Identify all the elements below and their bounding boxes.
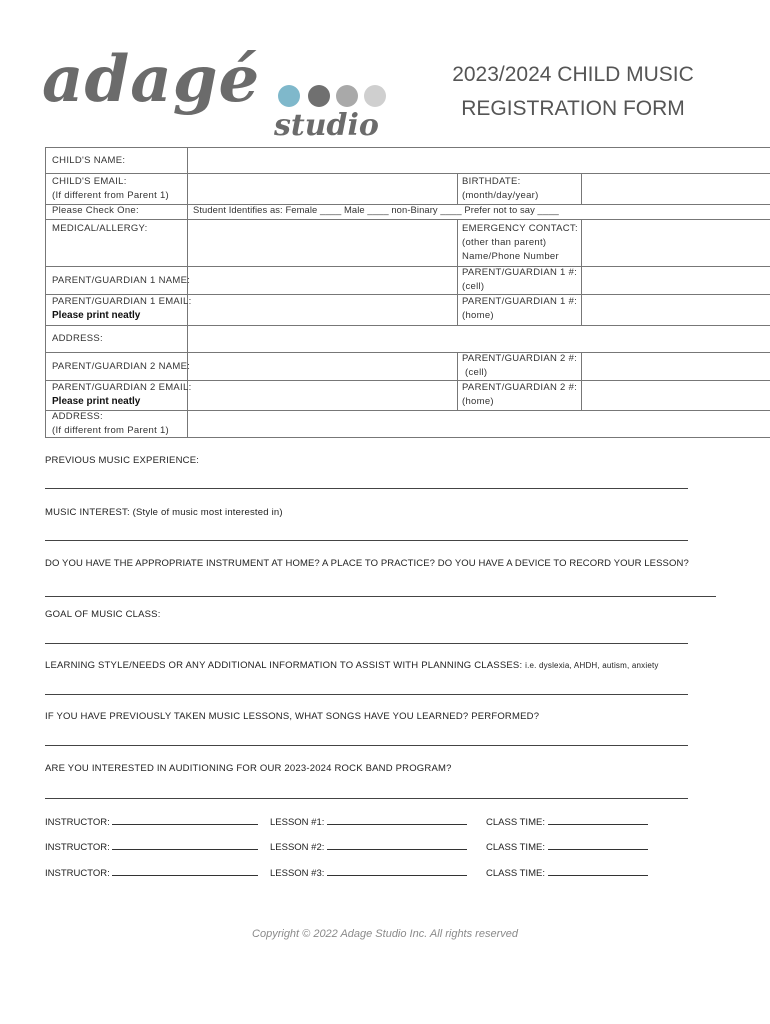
- class-time-field-3[interactable]: [548, 865, 648, 876]
- question-learning-style: [45, 660, 659, 671]
- answer-line-learning-style[interactable]: [45, 694, 688, 695]
- instructor-label: INSTRUCTOR:: [45, 817, 110, 828]
- pg1-cell-label: [462, 266, 577, 294]
- instructor-field-1[interactable]: [112, 814, 258, 825]
- form-title-line-2: REGISTRATION FORM: [461, 97, 685, 120]
- lesson-2-row: [270, 839, 467, 853]
- pg2-cell-label-line: PARENT/GUARDIAN 2 #:: [462, 353, 578, 364]
- emergency-contact-label: [462, 222, 578, 264]
- lesson-1-row: [270, 814, 467, 828]
- pg2-email-label-line: PARENT/GUARDIAN 2 EMAIL:: [52, 382, 192, 393]
- question-goal: GOAL OF MUSIC CLASS:: [45, 609, 161, 620]
- address2-label: [52, 410, 169, 438]
- answer-line-instrument[interactable]: [45, 596, 716, 597]
- birthdate-label-line: BIRTHDATE:: [462, 176, 521, 187]
- logo-wordmark: adagé: [42, 42, 261, 117]
- class-time-field-2[interactable]: [548, 839, 648, 850]
- question-previous-experience: PREVIOUS MUSIC EXPERIENCE:: [45, 455, 200, 466]
- address-label: ADDRESS:: [52, 333, 103, 344]
- pg2-home-note: (home): [462, 396, 494, 407]
- adage-studio-logo: [42, 40, 379, 150]
- emergency-contact-field[interactable]: [582, 220, 770, 264]
- answer-line-goal[interactable]: [45, 643, 688, 644]
- pg1-email-label-line: PARENT/GUARDIAN 1 EMAIL:: [52, 296, 192, 307]
- logo-studio-text: studio: [274, 108, 379, 143]
- row-divider: [46, 352, 770, 353]
- form-title: [420, 58, 726, 126]
- pg2-name-label: PARENT/GUARDIAN 2 NAME:: [52, 361, 191, 372]
- pg2-home-field[interactable]: [582, 381, 770, 407]
- class-time-label: CLASS TIME:: [486, 868, 545, 879]
- question-rock-band: ARE YOU INTERESTED IN AUDITIONING FOR OUR 2023-2024 ROCK BAND PROGRAM?: [45, 763, 452, 774]
- pg2-email-field[interactable]: [233, 381, 453, 407]
- instructor-field-2[interactable]: [112, 839, 258, 850]
- answer-line-music-interest[interactable]: [45, 540, 688, 541]
- child-email-field[interactable]: [233, 174, 453, 200]
- pg2-cell-label: [462, 352, 577, 380]
- child-name-label: CHILD'S NAME:: [52, 155, 126, 166]
- form-title-line-1: 2023/2024 CHILD MUSIC: [452, 63, 694, 86]
- pg1-name-label: PARENT/GUARDIAN 1 NAME:: [52, 275, 191, 286]
- pg1-cell-label-line: PARENT/GUARDIAN 1 #:: [462, 267, 578, 278]
- pg2-cell-note: (cell): [465, 367, 488, 378]
- pg1-cell-note: (cell): [462, 281, 485, 292]
- check-one-label: Please Check One:: [52, 205, 139, 216]
- class-time-label: CLASS TIME:: [486, 842, 545, 853]
- emergency-contact-line-2: (other than parent): [462, 237, 547, 248]
- class-time-row-3: [486, 865, 648, 879]
- class-time-row-1: [486, 814, 648, 828]
- birthdate-label: [462, 175, 539, 203]
- child-email-label-line: CHILD'S EMAIL:: [52, 176, 127, 187]
- column-divider: [457, 173, 458, 204]
- pg1-email-label: [52, 295, 192, 323]
- instructor-row-2: [45, 839, 258, 853]
- address-field[interactable]: [233, 326, 770, 350]
- medical-allergy-label: MEDICAL/ALLERGY:: [52, 223, 148, 234]
- pg1-home-field[interactable]: [582, 295, 770, 323]
- answer-line-previous-experience[interactable]: [45, 488, 688, 489]
- print-neatly-note: Please print neatly: [52, 396, 141, 407]
- emergency-contact-line-3: Name/Phone Number: [462, 251, 559, 262]
- pg1-cell-field[interactable]: [582, 268, 770, 293]
- pg2-name-field[interactable]: [233, 354, 453, 379]
- lesson-3-row: [270, 865, 467, 879]
- class-time-field-1[interactable]: [548, 814, 648, 825]
- print-neatly-note: Please print neatly: [52, 310, 141, 321]
- question-music-interest: MUSIC INTEREST: (Style of music most interested in): [45, 507, 283, 518]
- pg1-home-label: [462, 295, 577, 323]
- copyright-footer: Copyright © 2022 Adage Studio Inc. All rights reserved: [252, 928, 518, 940]
- column-divider: [457, 352, 458, 410]
- question-learning-style-text: LEARNING STYLE/NEEDS OR ANY ADDITIONAL INFORMATION TO ASSIST WITH PLANNING CLASSES:: [45, 660, 523, 671]
- child-email-label: [52, 175, 169, 203]
- class-time-row-2: [486, 839, 648, 853]
- answer-line-rock-band[interactable]: [45, 798, 688, 799]
- pg2-home-label: [462, 381, 577, 409]
- lesson-1-label: LESSON #1:: [270, 817, 325, 828]
- pg2-cell-field[interactable]: [582, 354, 770, 379]
- child-email-note: (If different from Parent 1): [52, 190, 169, 201]
- logo-dot-light: [364, 85, 386, 107]
- logo-dot-dark: [308, 85, 330, 107]
- instructor-row-3: [45, 865, 258, 879]
- pg1-home-note: (home): [462, 310, 494, 321]
- instructor-label: INSTRUCTOR:: [45, 868, 110, 879]
- pg2-email-label: [52, 381, 192, 409]
- emergency-contact-line-1: EMERGENCY CONTACT:: [462, 223, 578, 234]
- lesson-3-field[interactable]: [327, 865, 467, 876]
- pg1-email-field[interactable]: [233, 295, 453, 323]
- lesson-3-label: LESSON #3:: [270, 868, 325, 879]
- class-time-label: CLASS TIME:: [486, 817, 545, 828]
- address2-label-line: ADDRESS:: [52, 411, 103, 422]
- child-name-field[interactable]: [233, 150, 770, 172]
- birthdate-field[interactable]: [582, 174, 770, 200]
- address2-field[interactable]: [233, 411, 770, 436]
- instructor-field-3[interactable]: [112, 865, 258, 876]
- logo-dot-blue: [278, 85, 300, 107]
- pg1-home-label-line: PARENT/GUARDIAN 1 #:: [462, 296, 578, 307]
- column-divider: [457, 219, 458, 325]
- question-instrument: DO YOU HAVE THE APPROPRIATE INSTRUMENT AT HOME? A PLACE TO PRACTICE? DO YOU HAVE A DEVICE TO RECORD YOUR LESSON?: [45, 558, 689, 569]
- question-songs-learned: IF YOU HAVE PREVIOUSLY TAKEN MUSIC LESSONS, WHAT SONGS HAVE YOU LEARNED? PERFORMED?: [45, 711, 540, 722]
- answer-line-songs-learned[interactable]: [45, 745, 688, 746]
- gender-identity-options[interactable]: Student Identifies as: Female ____ Male ____ non-Binary ____ Prefer not to say ____: [193, 204, 559, 215]
- address2-note: (If different from Parent 1): [52, 425, 169, 436]
- pg1-name-field[interactable]: [233, 268, 453, 293]
- medical-allergy-field[interactable]: [233, 220, 453, 264]
- row-divider: [46, 266, 770, 267]
- lesson-2-label: LESSON #2:: [270, 842, 325, 853]
- learning-style-examples: i.e. dyslexia, AHDH, autism, anxiety: [525, 661, 659, 670]
- logo-dot-gray: [336, 85, 358, 107]
- lesson-1-field[interactable]: [327, 814, 467, 825]
- instructor-row-1: [45, 814, 258, 828]
- birthdate-format-note: (month/day/year): [462, 190, 539, 201]
- pg2-home-label-line: PARENT/GUARDIAN 2 #:: [462, 382, 578, 393]
- instructor-label: INSTRUCTOR:: [45, 842, 110, 853]
- lesson-2-field[interactable]: [327, 839, 467, 850]
